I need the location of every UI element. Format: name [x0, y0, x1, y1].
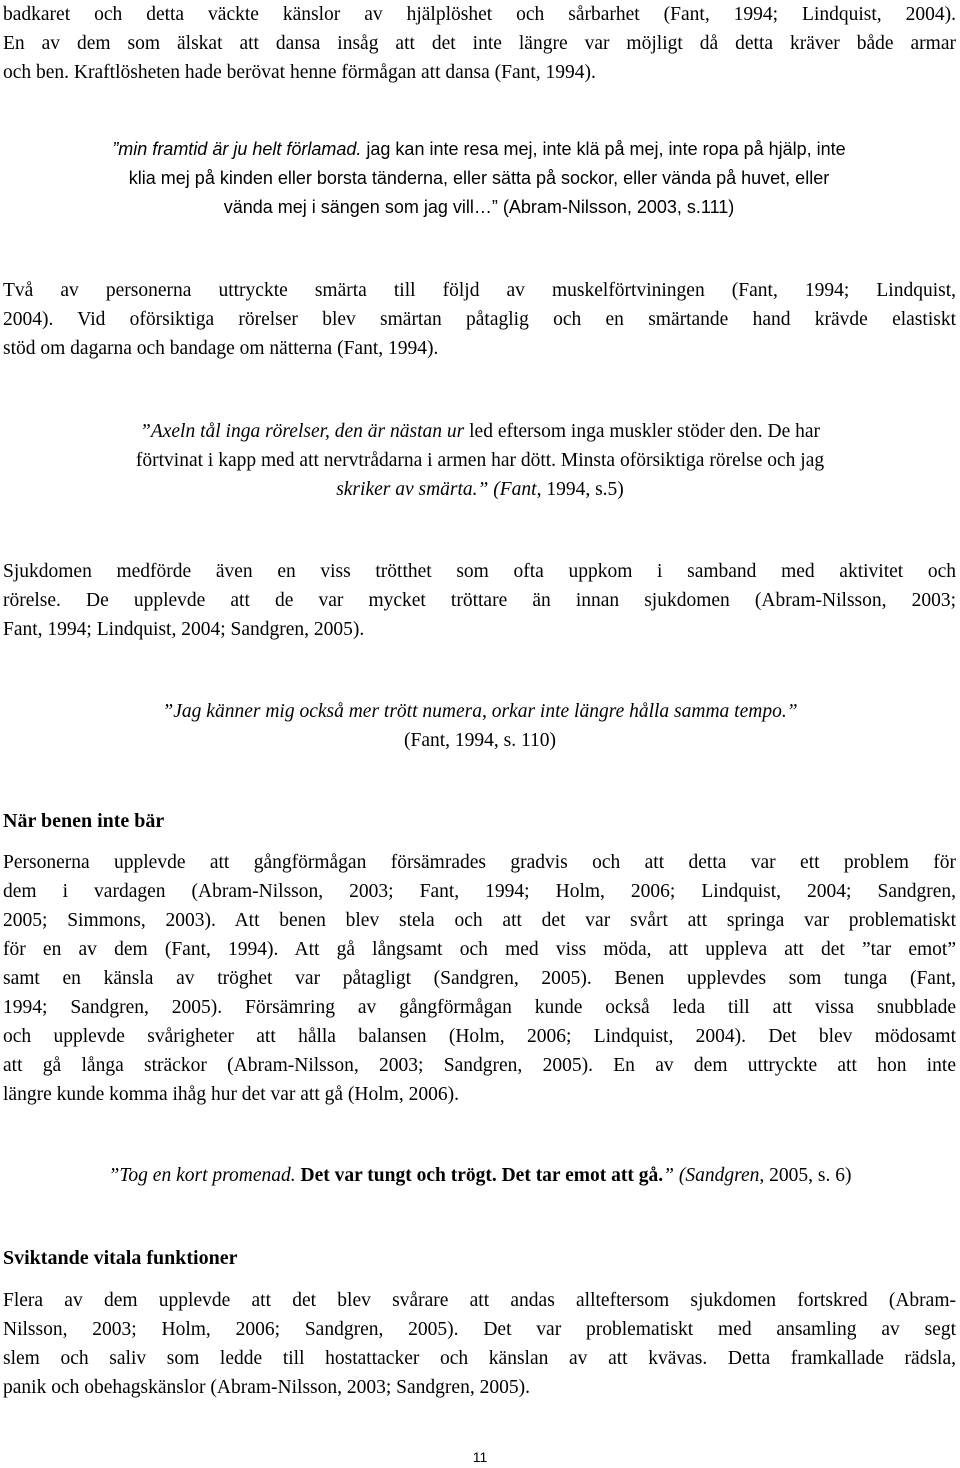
quote-tired	[0, 697, 960, 755]
quote-line	[18, 135, 940, 164]
quote-text: led eftersom inga muskler stöder den. De har	[464, 421, 821, 442]
text-line: Fant, 1994; Lindquist, 2004; Sandgren, 2005).	[3, 619, 365, 640]
quote-line	[20, 475, 940, 504]
text-line: Flera av dem upplevde att det blev svårare att andas allteftersom sjukdomen fortskred (Abram-	[3, 1290, 956, 1311]
paragraph-helplessness	[3, 0, 956, 87]
quote-italic: ”Axeln tål inga rörelser, den är nästan ur	[139, 421, 465, 442]
quote-bold: Det var tungt och trögt. Det tar emot att gå.	[295, 1165, 664, 1186]
section-heading-vital: Sviktande vitala funktioner	[3, 1247, 238, 1269]
text-line: 2004). Vid oförsiktiga rörelser blev smärtan påtaglig och en smärtande hand krävde elastiskt	[3, 309, 956, 330]
quote-citation: ” (Abram-Nilsson, 2003, s.111)	[491, 197, 735, 217]
quote-citation: (Fant, 1994, s. 110)	[403, 730, 557, 751]
paragraph-breathing	[3, 1286, 956, 1402]
text-line: 2005; Simmons, 2003). Att benen blev stela och att det var svårt att springa var problematiskt	[3, 910, 956, 931]
quote-line: klia mej på kinden eller borsta tänderna, eller sätta på sockor, eller vända på huvet, eller	[128, 168, 830, 188]
quote-italic: skriker av smärta.”	[336, 479, 489, 500]
quote-line	[18, 193, 940, 222]
text-line: En av dem som älskat att dansa insåg att det inte längre var möjligt då detta kräver både armar	[3, 33, 956, 54]
page-number: 11	[472, 1449, 488, 1465]
text-line: att gå långa sträckor (Abram-Nilsson, 2003; Sandgren, 2005). En av dem uttryckte att hon inte	[3, 1055, 956, 1076]
paragraph-walking	[3, 848, 956, 1109]
text-line: Personerna upplevde att gångförmågan försämrades gradvis och att detta var ett problem för	[3, 852, 956, 873]
text-line: och upplevde svårigheter att hålla balansen (Holm, 2006; Lindquist, 2004). Det blev mödosamt	[3, 1026, 956, 1047]
quote-opening-italic: ”min framtid är ju helt förlamad.	[112, 139, 362, 159]
text-line: dem i vardagen (Abram-Nilsson, 2003; Fant, 1994; Holm, 2006; Lindquist, 2004; Sandgren,	[3, 881, 956, 902]
text-line: Nilsson, 2003; Holm, 2006; Sandgren, 2005). Det var problematiskt med ansamling av segt	[3, 1319, 956, 1340]
quote-paralysis	[18, 135, 940, 222]
quote-line: ”Jag känner mig också mer trött numera, orkar inte längre hålla samma tempo.”	[162, 701, 798, 722]
text-line: stöd om dagarna och bandage om nätterna (Fant, 1994).	[3, 338, 439, 359]
text-line: och ben. Kraftlösheten hade berövat henne förmågan att dansa (Fant, 1994).	[3, 62, 596, 83]
text-line: samt en känsla av tröghet var påtagligt (Sandgren, 2005). Benen upplevdes som tunga (Fant,	[3, 968, 956, 989]
quote-citation-italic: (Fant	[488, 479, 537, 500]
paragraph-pain	[3, 276, 956, 363]
text-line: slem och saliv som ledde till hostattacker och känslan av att kvävas. Detta framkallade rädsla,	[3, 1348, 956, 1369]
text-line: panik och obehagskänslor (Abram-Nilsson, 2003; Sandgren, 2005).	[3, 1377, 530, 1398]
quote-text: jag kan inte resa mej, inte klä på mej, inte ropa på hjälp, inte	[361, 139, 846, 159]
quote-citation-italic: ” (Sandgren	[663, 1165, 760, 1186]
text-line: rörelse. De upplevde att de var mycket tröttare än innan sjukdomen (Abram-Nilsson, 2003;	[3, 590, 956, 611]
quote-citation: , 2005, s. 6)	[759, 1165, 852, 1186]
section-heading-legs: När benen inte bär	[3, 810, 165, 832]
quote-walk	[0, 1161, 960, 1190]
quote-shoulder	[20, 417, 940, 504]
quote-text: vända mej i sängen som jag vill…	[223, 197, 492, 217]
text-line: badkaret och detta väckte känslor av hjälplöshet och sårbarhet (Fant, 1994; Lindquist, 2004).	[3, 4, 956, 25]
quote-italic: ”Tog en kort promenad.	[108, 1165, 296, 1186]
quote-line	[20, 417, 940, 446]
text-line: längre kunde komma ihåg hur det var att gå (Holm, 2006).	[3, 1084, 459, 1105]
quote-citation: , 1994, s.5)	[536, 479, 624, 500]
quote-line: förtvinat i kapp med att nervtrådarna i armen har dött. Minsta oförsiktiga rörelse och jag	[135, 450, 825, 471]
text-line: för en av dem (Fant, 1994). Att gå långsamt och med viss möda, att uppleva att det ”tar emot”	[3, 939, 956, 960]
text-line: Sjukdomen medförde även en viss trötthet som ofta uppkom i samband med aktivitet och	[3, 561, 956, 582]
text-line: Två av personerna uttryckte smärta till följd av muskelförtviningen (Fant, 1994; Lindquist,	[3, 280, 956, 301]
quote-line	[0, 1161, 960, 1190]
text-line: 1994; Sandgren, 2005). Försämring av gångförmågan kunde också leda till att vissa snubblade	[3, 997, 956, 1018]
paragraph-fatigue	[3, 557, 956, 644]
